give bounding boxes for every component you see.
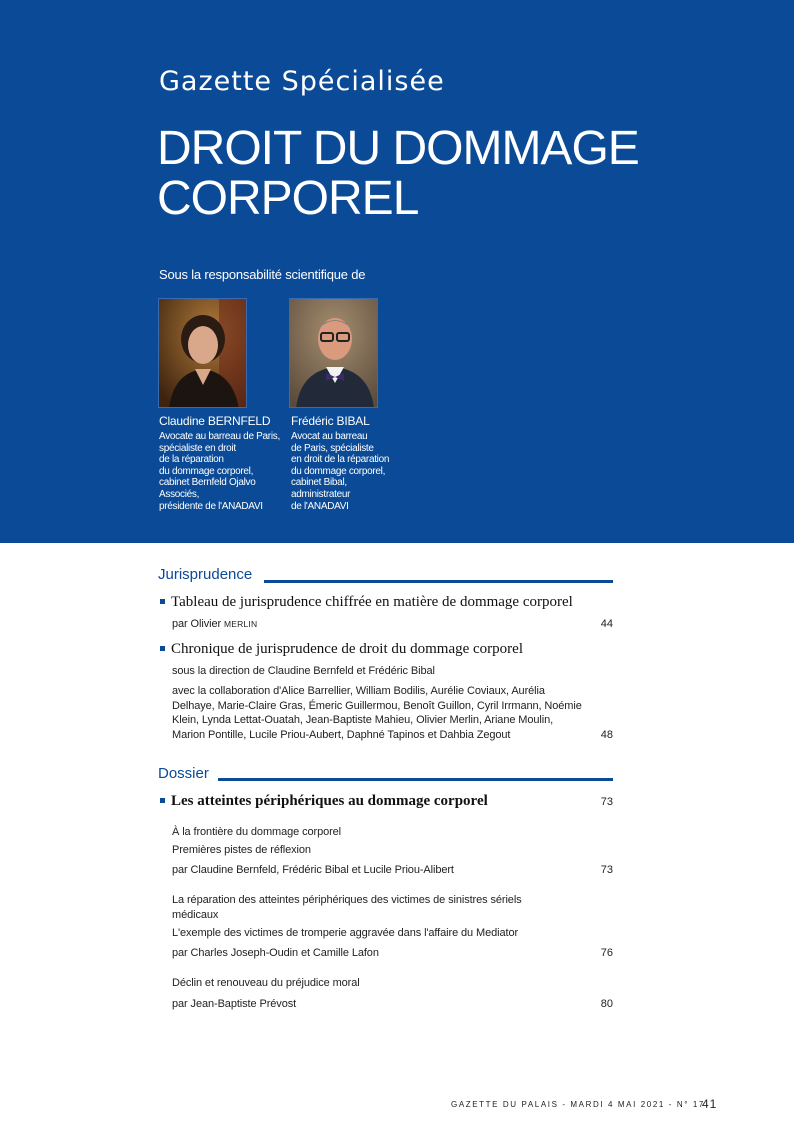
article-2-line-3: L'exemple des victimes de tromperie aggravée dans l'affaire du Mediator: [172, 927, 519, 939]
portrait-claudine-bernfeld: [158, 298, 247, 408]
author-desc-line: du dommage corporel,: [159, 465, 254, 477]
bullet-icon: [160, 798, 165, 803]
author-desc-2: [291, 431, 389, 512]
byline-name: MERLIN: [223, 619, 258, 629]
author-desc-line: de Paris, spécialiste: [291, 442, 374, 454]
entry-title-chronique[interactable]: [160, 641, 523, 658]
section-heading-jurisprudence: Jurisprudence: [158, 566, 253, 583]
author-desc-line: Avocat au barreau: [291, 431, 368, 442]
article-1-line-1[interactable]: À la frontière du dommage corporel: [172, 826, 342, 838]
article-1-byline: par Claudine Bernfeld, Frédéric Bibal et Lucile Priou-Alibert: [172, 864, 454, 876]
byline-prefix: par Olivier: [172, 618, 224, 630]
page-number: 44: [600, 618, 613, 630]
entry-title-text: Tableau de jurisprudence chiffrée en matière de dommage corporel: [171, 594, 573, 610]
page-number: 73: [600, 864, 613, 876]
entry-direction: sous la direction de Claudine Bernfeld et Frédéric Bibal: [172, 665, 435, 677]
page-number: 73: [600, 796, 613, 808]
footer-publication: GAZETTE DU PALAIS - MARDI 4 MAI 2021 - N° 17: [451, 1100, 705, 1109]
title-line-1: DROIT DU DOMMAGE: [157, 122, 639, 175]
article-3-byline: par Jean-Baptiste Prévost: [172, 998, 297, 1010]
section-rule: [264, 580, 613, 583]
entry-title-text: Chronique de jurisprudence de droit du dommage corporel: [171, 641, 523, 657]
entry-title-dossier[interactable]: [160, 793, 488, 810]
footer-page-number: 41: [702, 1097, 718, 1111]
author-desc-line: présidente de l'ANADAVI: [159, 500, 263, 512]
author-desc-1: [159, 431, 280, 512]
bullet-icon: [160, 646, 165, 651]
entry-collab-line-1: avec la collaboration d'Alice Barrellier, William Bodilis, Aurélie Coviaux, Aurélia: [172, 685, 545, 697]
article-2-line-1[interactable]: La réparation des atteintes périphériques des victimes de sinistres sériels: [172, 894, 522, 906]
author-desc-line: Avocate au barreau de Paris,: [159, 431, 280, 442]
page-number: 80: [600, 998, 613, 1010]
title-line-2: CORPOREL: [157, 172, 419, 225]
entry-title-text: Les atteintes périphériques au dommage corporel: [171, 793, 488, 809]
author-desc-line: de la réparation: [159, 454, 224, 466]
subtitle: Sous la responsabilité scientifique de: [159, 267, 366, 282]
section-rule: [218, 778, 613, 781]
author-name-2: Frédéric BIBAL: [291, 414, 370, 428]
article-3-line-1[interactable]: Déclin et renouveau du préjudice moral: [172, 977, 360, 989]
article-1-line-2: Premières pistes de réflexion: [172, 844, 311, 856]
author-desc-line: cabinet Bernfeld Ojalvo: [159, 477, 256, 489]
author-name-1: Claudine BERNFELD: [159, 414, 271, 428]
author-desc-line: du dommage corporel,: [291, 465, 386, 477]
author-desc-line: de l'ANADAVI: [291, 500, 349, 512]
entry-collab-line-3: Klein, Lynda Lettat-Ouatah, Jean-Baptiste Mahieu, Olivier Merlin, Ariane Moulin,: [172, 714, 554, 726]
article-2-line-2: médicaux: [172, 909, 219, 921]
author-desc-line: spécialiste en droit: [159, 442, 236, 454]
gazette-label: Gazette Spécialisée: [159, 66, 445, 97]
author-desc-line: en droit de la réparation: [291, 454, 390, 466]
entry-title-tableau[interactable]: [160, 594, 573, 611]
author-desc-line: Associés,: [159, 488, 200, 500]
entry-collab-line-4: Marion Pontille, Lucile Priou-Aubert, Daphné Tapinos et Dahbia Zegout: [172, 729, 511, 741]
page-number: 76: [600, 947, 613, 959]
portrait-frederic-bibal: [289, 298, 378, 408]
page-title: [157, 124, 639, 224]
author-desc-line: administrateur: [291, 488, 351, 500]
page-number: 48: [600, 729, 613, 741]
entry-collab-line-2: Delhaye, Marie-Claire Gras, Émeric Guillermou, Benoît Guillon, Cyril Irrmann, Noémie: [172, 700, 582, 712]
article-2-byline: par Charles Joseph-Oudin et Camille Lafon: [172, 947, 379, 959]
entry-byline: [172, 618, 257, 630]
bullet-icon: [160, 599, 165, 604]
section-heading-dossier: Dossier: [158, 765, 209, 782]
author-desc-line: cabinet Bibal,: [291, 477, 347, 489]
